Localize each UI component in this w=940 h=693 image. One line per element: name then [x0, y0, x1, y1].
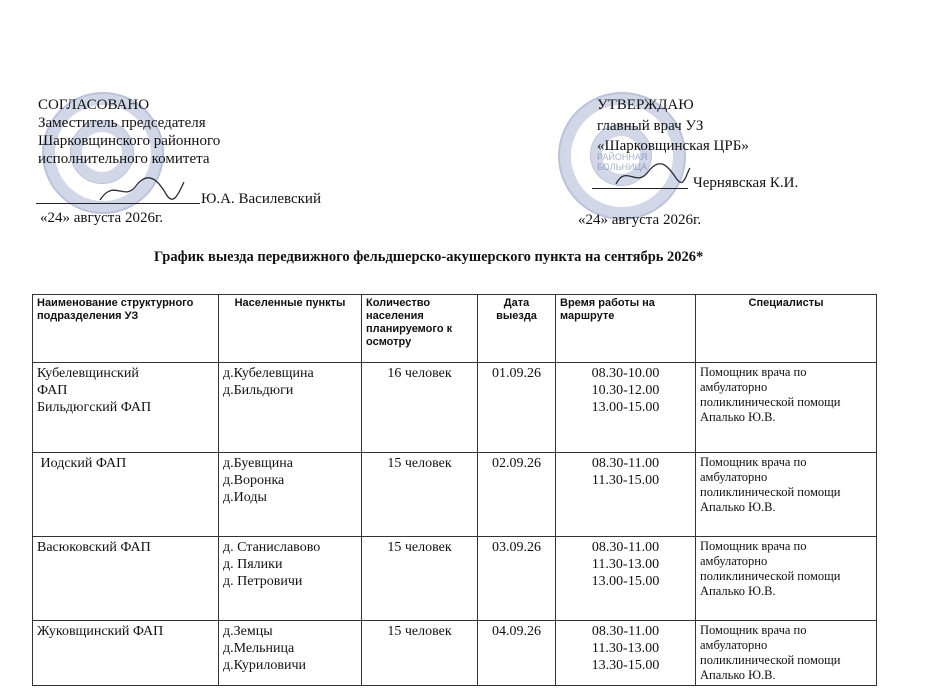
- settlements-cell: [219, 363, 362, 453]
- approval-left-title: СОГЛАСОВАНО: [38, 97, 150, 113]
- right-handwritten-signature: [612, 160, 692, 192]
- header-population: Количество населения планируемого к осмотру: [362, 295, 478, 363]
- table-row: [33, 621, 877, 686]
- settlement-line: д. Петровичи: [223, 574, 303, 589]
- left-handwritten-signature: [96, 172, 186, 208]
- specialist-line: поликлинической помощи: [700, 569, 841, 583]
- time-line: 08.30-11.00: [591, 624, 660, 639]
- unit-line: Бильдюгский ФАП: [37, 400, 152, 415]
- unit-line: Иодский ФАП: [37, 456, 127, 471]
- specialist-line: Апалько Ю.В.: [700, 410, 776, 424]
- specialist-line: Помощник врача по: [700, 365, 807, 379]
- unit-line: Кубелевщинский: [37, 366, 139, 381]
- specialist-line: Апалько Ю.В.: [700, 668, 776, 682]
- specialist-cell: [696, 621, 877, 686]
- time-line: 08.30-10.00: [591, 366, 660, 381]
- date-cell: 01.09.26: [478, 363, 556, 453]
- specialist-line: Апалько Ю.В.: [700, 584, 776, 598]
- time-cell: [556, 621, 696, 686]
- specialist-line: поликлинической помощи: [700, 485, 841, 499]
- specialist-line: поликлинической помощи: [700, 395, 841, 409]
- population-cell: 15 человек: [362, 453, 478, 537]
- time-cell: [556, 453, 696, 537]
- population-cell: 16 человек: [362, 363, 478, 453]
- approval-right-line-2: «Шарковщинская ЦРБ»: [597, 138, 749, 154]
- header-settlements: Населенные пункты: [219, 295, 362, 363]
- header-date: Дата выезда: [478, 295, 556, 363]
- time-line: 13.00-15.00: [591, 574, 660, 589]
- population-cell: 15 человек: [362, 621, 478, 686]
- specialist-line: амбулаторно: [700, 554, 768, 568]
- approval-right-title: УТВЕРЖДАЮ: [597, 97, 694, 113]
- time-line: 11.30-13.00: [591, 641, 660, 656]
- population-cell: 15 человек: [362, 537, 478, 621]
- approval-right-date: «24» августа 2026г.: [578, 212, 702, 228]
- time-line: 11.30-15.00: [591, 473, 660, 488]
- approval-right-line-1: главный врач УЗ: [597, 118, 704, 134]
- time-line: 11.30-13.00: [591, 557, 660, 572]
- specialist-line: Помощник врача по: [700, 623, 807, 637]
- approval-left-signatory: Ю.А. Василевский: [201, 191, 321, 207]
- specialist-line: амбулаторно: [700, 380, 768, 394]
- unit-line: ФАП: [37, 383, 68, 398]
- time-line: 08.30-11.00: [591, 540, 660, 555]
- specialist-line: амбулаторно: [700, 470, 768, 484]
- schedule-table: [32, 294, 877, 686]
- specialist-cell: [696, 363, 877, 453]
- table-header-row: [33, 295, 877, 363]
- approval-right-signatory: Чернявская К.И.: [693, 175, 799, 191]
- unit-cell: [33, 363, 219, 453]
- settlement-line: д. Станиславово: [223, 540, 321, 555]
- table-row: [33, 363, 877, 453]
- table-row: [33, 453, 877, 537]
- time-line: 10.30-12.00: [591, 383, 660, 398]
- settlement-line: д.Земцы: [223, 624, 273, 639]
- approval-left-line-3: исполнительного комитета: [38, 151, 210, 167]
- time-line: 13.30-15.00: [591, 658, 660, 673]
- settlement-line: д.Воронка: [223, 473, 285, 488]
- time-line: 13.00-15.00: [591, 400, 660, 415]
- settlement-line: д.Куриловичи: [223, 658, 307, 673]
- approval-left-block: [38, 96, 220, 168]
- date-cell: 02.09.26: [478, 453, 556, 537]
- header-time: Время работы на маршруте: [556, 295, 696, 363]
- settlement-line: д.Бильдюги: [223, 383, 294, 398]
- unit-cell: [33, 453, 219, 537]
- unit-cell: [33, 621, 219, 686]
- settlement-line: д. Пялики: [223, 557, 283, 572]
- unit-line: Жуковщинский ФАП: [37, 624, 164, 639]
- header-unit: Наименование структурного подразделения УЗ: [33, 295, 219, 363]
- specialist-line: Помощник врача по: [700, 539, 807, 553]
- specialist-line: амбулаторно: [700, 638, 768, 652]
- settlement-line: д.Буевщина: [223, 456, 293, 471]
- specialist-cell: [696, 453, 877, 537]
- specialist-line: поликлинической помощи: [700, 653, 841, 667]
- settlement-line: д.Иоды: [223, 490, 267, 505]
- settlements-cell: [219, 453, 362, 537]
- table-row: [33, 537, 877, 621]
- specialist-line: Апалько Ю.В.: [700, 500, 776, 514]
- unit-cell: [33, 537, 219, 621]
- settlements-cell: [219, 621, 362, 686]
- header-specialists: Специалисты: [696, 295, 877, 363]
- specialist-cell: [696, 537, 877, 621]
- settlement-line: д.Мельница: [223, 641, 295, 656]
- settlements-cell: [219, 537, 362, 621]
- approval-left-date: «24» августа 2026г.: [40, 210, 164, 226]
- right-seal-text: РАЙОННАЯ БОЛЬНИЦА: [597, 152, 648, 172]
- specialist-line: Помощник врача по: [700, 455, 807, 469]
- approval-left-line-1: Заместитель председателя: [38, 115, 206, 131]
- approval-left-line-2: Шарковщинского районного: [38, 133, 221, 149]
- unit-line: Васюковский ФАП: [37, 540, 151, 555]
- time-cell: [556, 363, 696, 453]
- date-cell: 03.09.26: [478, 537, 556, 621]
- date-cell: 04.09.26: [478, 621, 556, 686]
- settlement-line: д.Кубелевщина: [223, 366, 314, 381]
- time-line: 08.30-11.00: [591, 456, 660, 471]
- time-cell: [556, 537, 696, 621]
- document-title: График выезда передвижного фельдшерско-акушерского пункта на сентябрь 2026*: [154, 249, 704, 265]
